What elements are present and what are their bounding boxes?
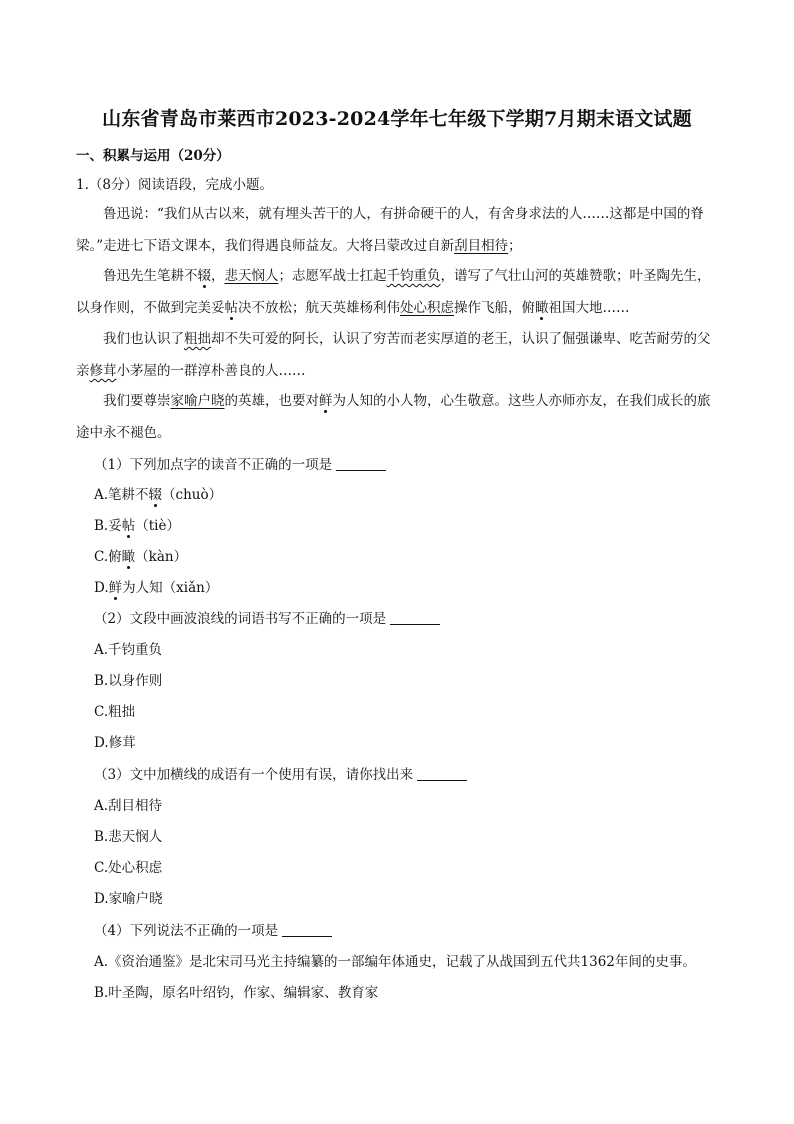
passage-paragraph-2: 鲁迅先生笔耕不辍，悲天悯人；志愿军战士扛起千钧重负，谱写了气壮山河的英雄赞歌；叶圣陶先生，以身作则，不做到完美妥帖决不放松；航天英雄杨利伟处心积虑操作飞船，俯瞰祖国大地…… xyxy=(76,268,711,316)
idiom-underlined: 悲天悯人 xyxy=(224,268,279,284)
option-c: C.粗拙 xyxy=(94,704,136,720)
passage-paragraph-1: 鲁迅说：“我们从古以来，就有埋头苦干的人，有拼命硬干的人，有舍身求法的人……这都是中国的脊梁。”走进七下语文课本，我们得遇良师益友。大将吕蒙改过自新刮目相待； xyxy=(76,206,704,254)
option-d: D.家喻户晓 xyxy=(94,891,163,907)
answer-blank[interactable] xyxy=(282,922,332,937)
dotted-char: 鲜 xyxy=(108,580,123,596)
passage-paragraph-3: 我们也认识了粗拙却不失可爱的阿长，认识了穷苦而老实厚道的老王，认识了倔强谦卑、吃苦耐劳的父亲修茸小茅屋的一群淳朴善良的人…… xyxy=(76,331,711,379)
wavy-underlined-word: 千钧重负 xyxy=(386,268,441,284)
answer-blank[interactable] xyxy=(417,766,467,781)
wavy-underlined-word: 修茸 xyxy=(89,363,117,379)
passage-paragraph-4: 我们要尊崇家喻户晓的英雄，也要对鲜为人知的小人物，心生敬意。这些人亦师亦友，在我们成长的旅途中永不褪色。 xyxy=(76,393,711,441)
dotted-char: 辍 xyxy=(197,268,211,284)
subquestion-4-stem: （4）下列说法不正确的一项是 xyxy=(94,921,332,941)
dotted-char: 瞰 xyxy=(121,549,136,565)
section-heading: 一、积累与运用（20分） xyxy=(76,148,230,164)
option-a: A.千钧重负 xyxy=(94,642,163,658)
option-b: B.以身作则 xyxy=(94,673,163,689)
idiom-underlined: 处心积虑 xyxy=(400,300,454,316)
option-b: B.妥帖（tiè） xyxy=(94,518,180,534)
subquestion-3-stem: （3）文中加横线的成语有一个使用有误，请你找出来 xyxy=(94,765,467,785)
option-d: D.鲜为人知（xiǎn） xyxy=(94,580,219,596)
idiom-underlined: 家喻户晓 xyxy=(170,393,225,409)
option-c: C.处心积虑 xyxy=(94,860,163,876)
option-c: C.俯瞰（kàn） xyxy=(94,549,188,565)
dotted-char: 鲜 xyxy=(319,393,333,409)
idiom-underlined: 刮目相待 xyxy=(454,238,509,254)
subquestion-1-stem: （1）下列加点字的读音不正确的一项是 xyxy=(94,455,386,475)
option-a: A.笔耕不辍（chuò） xyxy=(94,487,223,503)
option-a: A.《资治通鉴》是北宋司马光主持编纂的一部编年体通史，记载了从战国到五代共1362年间的史事。 xyxy=(94,954,696,970)
dotted-char: 辍 xyxy=(148,487,163,503)
subquestion-2-stem: （2）文段中画波浪线的词语书写不正确的一项是 xyxy=(94,609,440,629)
exam-title: 山东省青岛市莱西市2023-2024学年七年级下学期7月期末语文试题 xyxy=(102,108,692,130)
dotted-char: 帖 xyxy=(224,300,238,316)
option-a: A.刮目相待 xyxy=(94,798,163,814)
wavy-underlined-word: 粗拙 xyxy=(184,331,211,347)
question-header: 1.（8分）阅读语段，完成小题。 xyxy=(76,177,273,193)
option-b: B.悲天悯人 xyxy=(94,829,163,845)
answer-blank[interactable] xyxy=(336,456,386,471)
dotted-char: 帖 xyxy=(121,518,136,534)
answer-blank[interactable] xyxy=(390,610,440,625)
dotted-char: 瞰 xyxy=(535,300,549,316)
option-b: B.叶圣陶，原名叶绍钧，作家、编辑家、教育家 xyxy=(94,985,379,1001)
option-d: D.修茸 xyxy=(94,735,136,751)
